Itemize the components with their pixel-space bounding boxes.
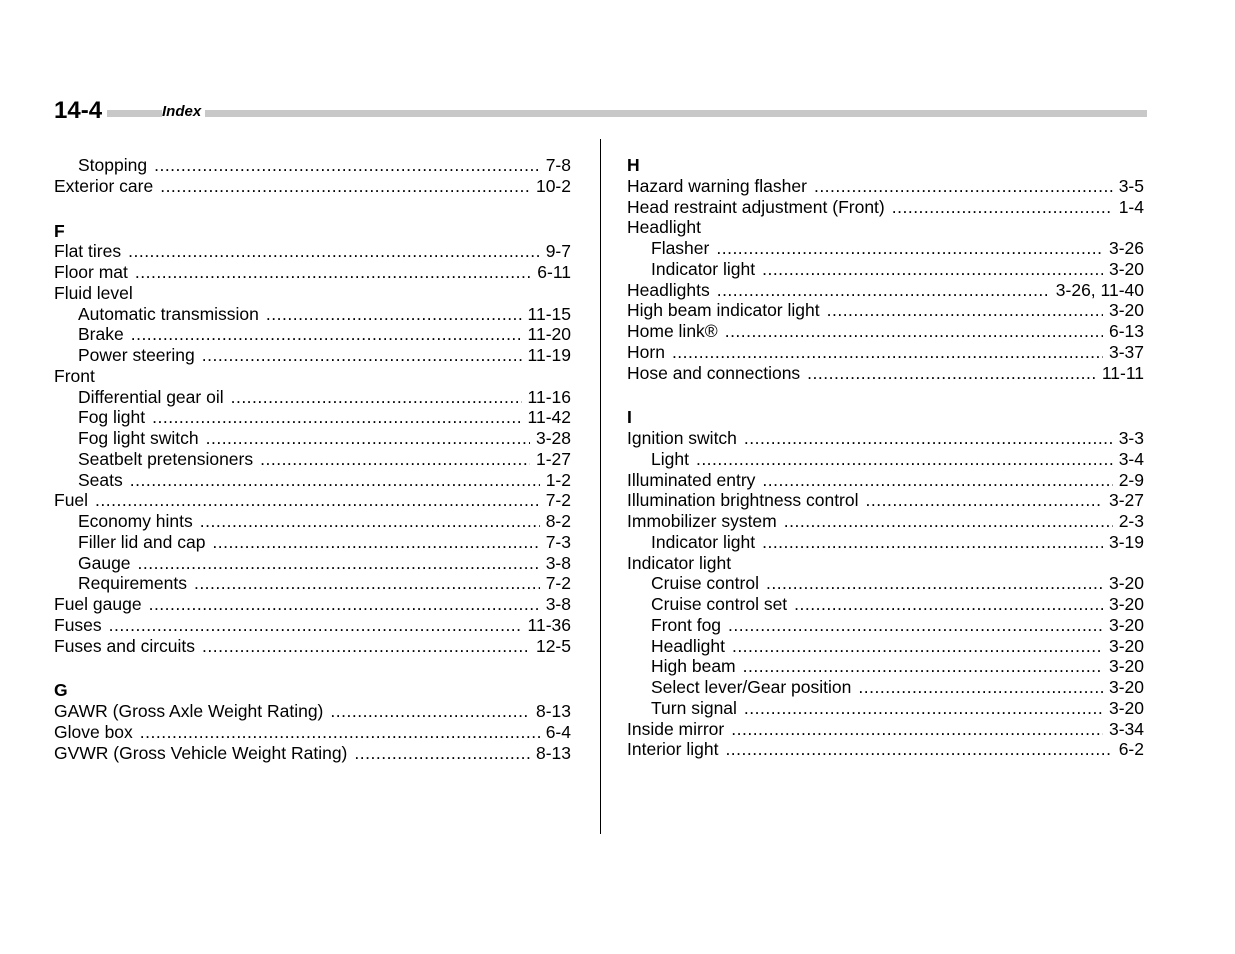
entry-term: GVWR (Gross Vehicle Weight Rating) (54, 742, 348, 763)
index-subentry (627, 677, 1144, 698)
entry-page-ref: 1-2 (545, 469, 571, 490)
entry-page-ref: 3-27 (1108, 490, 1144, 511)
index-subentry (54, 407, 571, 428)
dot-leader (212, 532, 539, 553)
dot-leader (725, 739, 1112, 760)
entry-term: Turn signal (651, 697, 737, 718)
dot-leader (762, 532, 1103, 553)
entry-term: Seats (78, 469, 123, 490)
dot-leader (866, 490, 1103, 511)
page-header (54, 96, 1147, 126)
entry-page-ref: 9-7 (545, 241, 571, 262)
entry-page-ref: 3-34 (1108, 718, 1144, 739)
entry-page-ref: 3-20 (1108, 594, 1144, 614)
entry-page-ref: 1-4 (1118, 196, 1144, 217)
entry-page-ref: 6-11 (537, 262, 571, 282)
entry-page-ref: 11-19 (527, 345, 571, 365)
dot-leader (131, 324, 522, 345)
entry-page-ref: 11-15 (527, 303, 571, 324)
index-entry (54, 176, 571, 197)
dot-leader (202, 345, 522, 366)
column-divider (600, 139, 601, 834)
index-entry (627, 342, 1144, 363)
dot-leader (784, 511, 1113, 532)
entry-term: Seatbelt pretensioners (78, 448, 254, 469)
index-letter-heading: F (54, 220, 65, 241)
entry-page-ref: 3-20 (1108, 635, 1144, 656)
index-subentry (54, 511, 571, 532)
dot-leader (149, 594, 540, 615)
index-entry (627, 490, 1144, 511)
dot-leader (202, 636, 530, 657)
entry-term: Hose and connections (627, 362, 801, 383)
index-entry (54, 701, 571, 722)
index-entry (54, 636, 571, 657)
index-entry (627, 300, 1144, 321)
entry-term: Front fog (651, 614, 722, 635)
entry-page-ref: 2-3 (1118, 511, 1144, 531)
index-subentry (54, 470, 571, 491)
index-entry (627, 321, 1144, 342)
index-entry (54, 743, 571, 764)
entry-term: Exterior care (54, 175, 154, 196)
index-subentry (627, 532, 1144, 553)
index-group-heading: Headlight (627, 217, 701, 238)
entry-term: Differential gear oil (78, 386, 224, 407)
index-column-left (54, 155, 571, 763)
index-subentry (627, 615, 1144, 636)
index-subentry (54, 532, 571, 553)
entry-page-ref: 3-8 (545, 552, 571, 573)
entry-term: Head restraint adjustment (Front) (627, 196, 885, 217)
entry-term: Horn (627, 341, 665, 362)
index-entry (627, 176, 1144, 197)
index-subentry (54, 304, 571, 325)
index-group-heading: Fluid level (54, 282, 133, 303)
entry-page-ref: 6-2 (1118, 739, 1144, 760)
entry-term: Filler lid and cap (78, 531, 206, 552)
entry-page-ref: 3-26, 11-40 (1055, 279, 1144, 300)
entry-page-ref: 11-42 (527, 407, 571, 428)
entry-page-ref: 8-2 (545, 511, 571, 531)
entry-page-ref: 3-8 (545, 594, 571, 614)
entry-page-ref: 3-5 (1118, 175, 1144, 196)
entry-term: Select lever/Gear position (651, 677, 852, 697)
entry-term: Flasher (651, 238, 710, 258)
entry-term: GAWR (Gross Axle Weight Rating) (54, 701, 324, 721)
entry-term: High beam indicator light (627, 300, 820, 321)
dot-leader (892, 197, 1113, 218)
entry-term: Interior light (627, 739, 719, 760)
index-subentry (54, 573, 571, 594)
index-subentry (54, 449, 571, 470)
entry-page-ref: 3-20 (1108, 573, 1144, 594)
index-subentry (54, 345, 571, 366)
index-column-right (627, 155, 1144, 760)
index-subentry (627, 259, 1144, 280)
dot-leader (128, 241, 540, 262)
entry-page-ref: 3-20 (1108, 697, 1144, 718)
index-entry (54, 490, 571, 511)
dot-leader (160, 176, 530, 197)
dot-leader (827, 300, 1103, 321)
entry-term: Requirements (78, 573, 187, 594)
dot-leader (794, 594, 1103, 615)
entry-page-ref: 11-36 (527, 614, 571, 635)
index-subentry (627, 636, 1144, 657)
index-subentry (627, 698, 1144, 719)
index-letter-heading: G (54, 680, 68, 701)
entry-page-ref: 11-16 (527, 386, 571, 407)
dot-leader (728, 615, 1103, 636)
entry-term: Indicator light (651, 531, 756, 552)
dot-leader (200, 511, 540, 532)
section-title: Index (162, 103, 205, 121)
dot-leader (744, 428, 1113, 449)
dot-leader (231, 387, 522, 408)
dot-leader (266, 304, 522, 325)
entry-term: Cruise control set (651, 594, 788, 614)
entry-term: Floor mat (54, 262, 128, 282)
entry-term: Fog light switch (78, 428, 199, 448)
dot-leader (858, 677, 1103, 698)
index-subentry (54, 428, 571, 449)
index-subentry (627, 238, 1144, 259)
entry-term: Immobilizer system (627, 511, 777, 531)
dot-leader (140, 722, 540, 743)
entry-page-ref: 11-20 (527, 324, 571, 345)
dot-leader (130, 470, 540, 491)
entry-term: Home link® (627, 321, 718, 341)
dot-leader (814, 176, 1113, 197)
index-letter-heading: H (627, 155, 640, 175)
index-entry (54, 722, 571, 743)
entry-page-ref: 3-37 (1108, 341, 1144, 362)
dot-leader (154, 155, 540, 176)
dot-leader (330, 701, 530, 722)
entry-page-ref: 7-2 (545, 490, 571, 511)
entry-page-ref: 3-20 (1108, 614, 1144, 635)
index-entry (54, 615, 571, 636)
entry-page-ref: 6-4 (545, 721, 571, 742)
entry-page-ref: 1-27 (535, 448, 571, 469)
index-group-heading: Front (54, 365, 95, 386)
index-subentry (54, 155, 571, 176)
dot-leader (194, 573, 540, 594)
entry-term: Gauge (78, 552, 131, 573)
index-subentry (627, 656, 1144, 677)
entry-page-ref: 3-20 (1108, 656, 1144, 677)
index-entry (627, 719, 1144, 740)
index-entry (54, 241, 571, 262)
entry-page-ref: 3-26 (1108, 238, 1144, 258)
entry-term: Automatic transmission (78, 303, 259, 324)
index-subentry (627, 449, 1144, 470)
index-subentry (54, 553, 571, 574)
entry-term: Power steering (78, 345, 195, 365)
dot-leader (716, 238, 1103, 259)
entry-page-ref: 11-11 (1101, 362, 1144, 383)
dot-leader (696, 449, 1113, 470)
entry-term: Economy hints (78, 511, 193, 531)
entry-term: Stopping (78, 155, 148, 175)
index-entry (627, 363, 1144, 384)
entry-term: High beam (651, 656, 736, 677)
dot-leader (135, 262, 531, 283)
entry-term: Inside mirror (627, 718, 725, 739)
dot-leader (743, 656, 1103, 677)
entry-term: Brake (78, 324, 124, 345)
index-entry (54, 262, 571, 283)
index-entry (627, 280, 1144, 301)
entry-term: Ignition switch (627, 428, 737, 448)
entry-term: Headlights (627, 279, 710, 300)
dot-leader (109, 615, 522, 636)
dot-leader (731, 719, 1103, 740)
index-letter-heading: I (627, 407, 632, 428)
dot-leader (762, 259, 1103, 280)
entry-page-ref: 3-4 (1118, 448, 1144, 469)
dot-leader (725, 321, 1103, 342)
entry-term: Fog light (78, 407, 146, 428)
entry-page-ref: 10-2 (535, 175, 571, 196)
index-subentry (627, 594, 1144, 615)
index-entry (627, 428, 1144, 449)
entry-page-ref: 12-5 (535, 635, 571, 656)
entry-page-ref: 3-3 (1118, 428, 1144, 448)
index-entry (627, 470, 1144, 491)
entry-term: Light (651, 448, 689, 469)
entry-term: Fuses (54, 614, 102, 635)
entry-term: Flat tires (54, 241, 122, 262)
entry-term: Indicator light (651, 258, 756, 279)
dot-leader (717, 280, 1050, 301)
entry-term: Fuel gauge (54, 594, 142, 614)
index-entry (627, 511, 1144, 532)
index-entry (627, 197, 1144, 218)
entry-page-ref: 3-20 (1108, 300, 1144, 321)
entry-page-ref: 8-13 (535, 742, 571, 763)
entry-page-ref: 8-13 (535, 701, 571, 721)
entry-page-ref: 3-19 (1108, 531, 1144, 552)
entry-page-ref: 7-2 (545, 573, 571, 594)
dot-leader (744, 698, 1103, 719)
entry-page-ref: 6-13 (1108, 321, 1144, 341)
index-subentry (627, 573, 1144, 594)
entry-page-ref: 2-9 (1118, 469, 1144, 490)
index-subentry (54, 324, 571, 345)
entry-term: Headlight (651, 635, 725, 656)
entry-page-ref: 7-3 (545, 531, 571, 552)
index-entry (54, 594, 571, 615)
entry-page-ref: 3-20 (1108, 677, 1144, 697)
dot-leader (152, 407, 521, 428)
dot-leader (732, 636, 1103, 657)
dot-leader (766, 573, 1103, 594)
entry-term: Illumination brightness control (627, 490, 859, 511)
dot-leader (260, 449, 530, 470)
dot-leader (206, 428, 530, 449)
entry-term: Fuses and circuits (54, 635, 196, 656)
dot-leader (762, 470, 1112, 491)
page-number: 14-4 (54, 96, 107, 126)
entry-term: Cruise control (651, 573, 759, 594)
index-entry (627, 739, 1144, 760)
entry-term: Illuminated entry (627, 469, 756, 490)
index-group-heading: Indicator light (627, 552, 732, 573)
dot-leader (672, 342, 1103, 363)
header-rule (54, 110, 1147, 117)
entry-term: Fuel (54, 490, 89, 511)
dot-leader (807, 363, 1096, 384)
entry-term: Glove box (54, 721, 133, 742)
entry-term: Hazard warning flasher (627, 175, 807, 196)
index-subentry (54, 387, 571, 408)
entry-page-ref: 7-8 (545, 155, 571, 175)
dot-leader (138, 553, 540, 574)
dot-leader (354, 743, 530, 764)
entry-page-ref: 3-20 (1108, 258, 1144, 279)
dot-leader (95, 490, 540, 511)
entry-page-ref: 3-28 (535, 428, 571, 448)
